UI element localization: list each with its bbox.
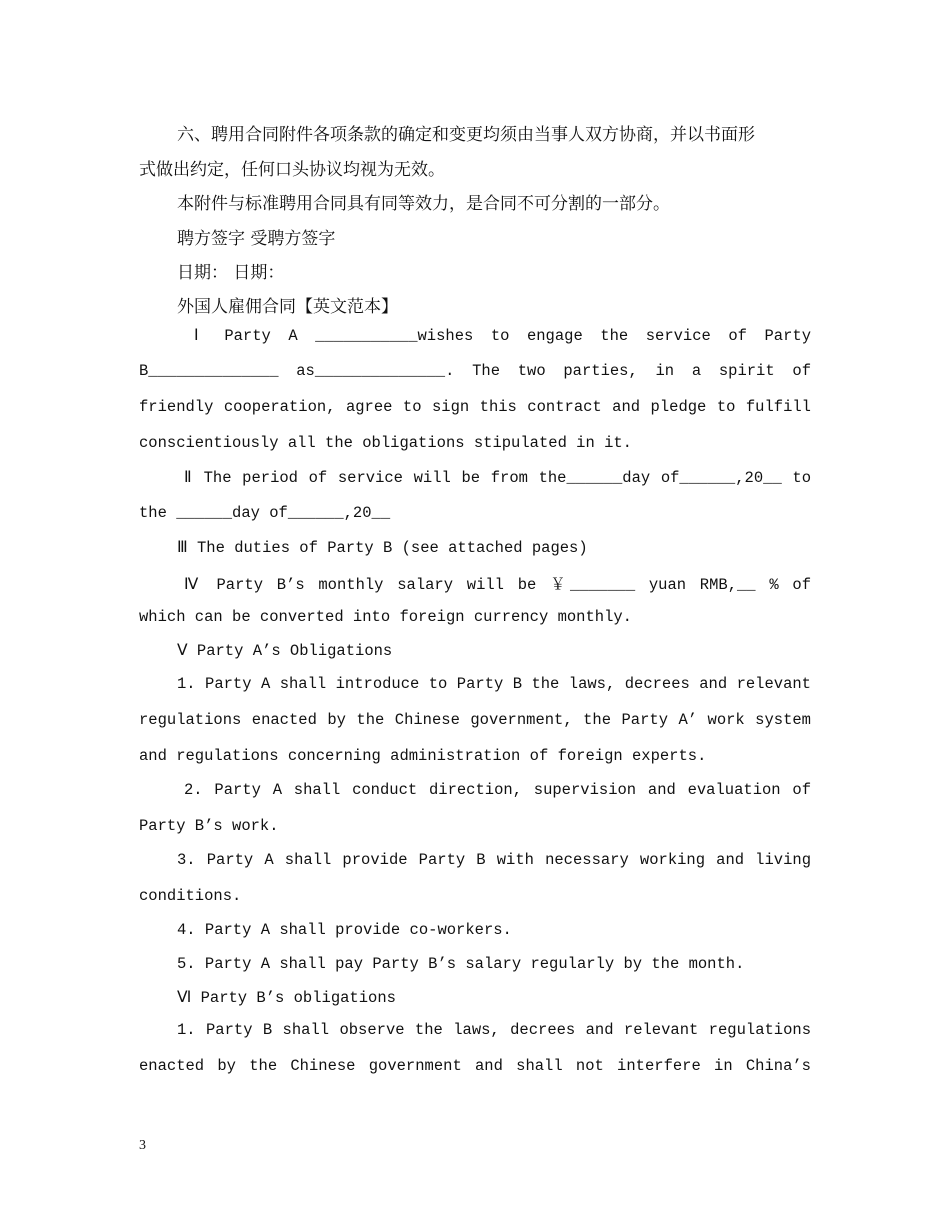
text-line: enacted by the Chinese government and shall not interfere in China’s — [139, 1057, 811, 1075]
text-line: 六、聘用合同附件各项条款的确定和变更均须由当事人双方协商，并以书面形 — [177, 125, 755, 145]
text-line: 1. Party A shall introduce to Party B the laws, decrees and relevant — [177, 675, 811, 693]
text-line: B______________ as______________. The two parties, in a spirit of — [139, 362, 811, 380]
page-number: 3 — [139, 1138, 146, 1153]
text-line: conscientiously all the obligations stipulated in it. — [139, 434, 632, 452]
text-line: friendly cooperation, agree to sign this contract and pledge to fulfill — [139, 398, 811, 416]
text-line: 5. Party A shall pay Party B’s salary regularly by the month. — [177, 955, 745, 973]
text-line: Party B’s work. — [139, 817, 279, 835]
text-line: 3. Party A shall provide Party B with necessary working and living — [177, 851, 811, 869]
text-line: 4. Party A shall provide co-workers. — [177, 921, 512, 939]
text-line: conditions. — [139, 887, 242, 905]
text-line: regulations enacted by the Chinese government, the Party A’ work system — [139, 711, 811, 729]
text-line: 式做出约定，任何口头协议均视为无效。 — [139, 160, 445, 180]
text-line: which can be converted into foreign currency monthly. — [139, 608, 632, 626]
text-line: 日期： 日期： — [177, 263, 285, 283]
text-line: and regulations concerning administration of foreign experts. — [139, 747, 707, 765]
text-line: 2. Party A shall conduct direction, supervision and evaluation of — [184, 781, 811, 799]
text-line: 1. Party B shall observe the laws, decrees and relevant regulations — [177, 1021, 811, 1039]
text-line: Ⅵ Party B’s obligations — [177, 989, 396, 1007]
text-line: Ⅰ Party A ___________wishes to engage the service of Party — [194, 327, 811, 345]
section-heading: 外国人雇佣合同【英文范本】 — [177, 297, 398, 317]
text-line: Ⅱ The period of service will be from the______day of______,20__ to — [184, 469, 811, 487]
text-line: the ______day of______,20__ — [139, 504, 391, 522]
text-line: 本附件与标准聘用合同具有同等效力，是合同不可分割的一部分。 — [177, 194, 670, 214]
text-line: Ⅲ The duties of Party B (see attached pages) — [177, 539, 588, 557]
text-line: 聘方签字 受聘方签字 — [177, 229, 336, 249]
text-line: Ⅳ Party B’s monthly salary will be ￥_______ yuan RMB,__ % of — [184, 576, 811, 594]
text-line: Ⅴ Party A’s Obligations — [177, 642, 393, 660]
